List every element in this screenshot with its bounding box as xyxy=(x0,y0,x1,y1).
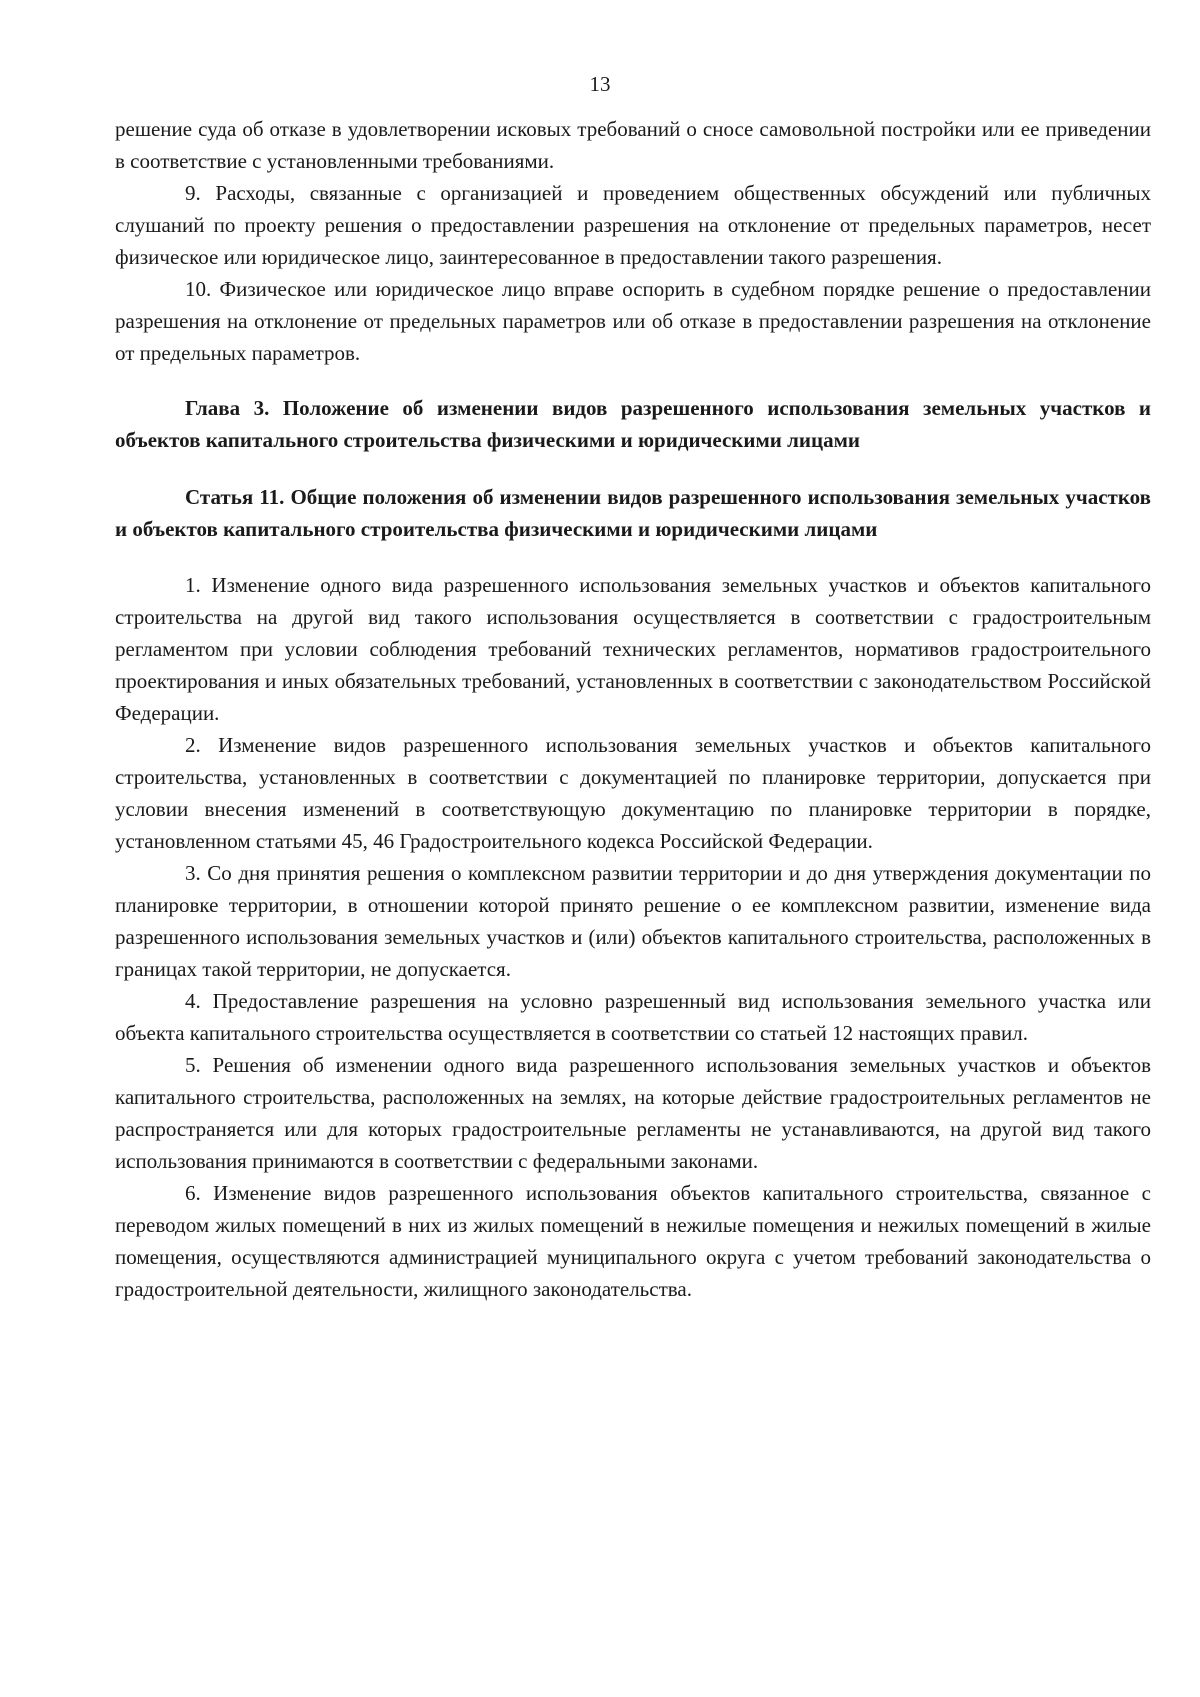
paragraph-item-10: 10. Физическое или юридическое лицо вправе оспорить в судебном порядке решение о предоставлении разрешения на отклонение от предельных параметров или об отказе в предоставлении разрешения на отклонение от предельных параметров. xyxy=(115,277,1151,365)
article-body xyxy=(115,569,1151,1305)
article-paragraph-6: 6. Изменение видов разрешенного использования объектов капитального строительства, связанное с переводом жилых помещений в них из жилых помещений в нежилые помещения и нежилых помещений в жилые помещения, осуществляются администрацией муниципального округа с учетом требований законодательства о градостроительной деятельности, жилищного законодательства. xyxy=(115,1181,1151,1301)
article-paragraph-1: 1. Изменение одного вида разрешенного использования земельных участков и объектов капитального строительства на другой вид такого использования осуществляется в соответствии с градостроительным регламентом при условии соблюдения требований технических регламентов, нормативов градостроительного проектирования и иных обязательных требований, установленных в соответствии с законодательством Российской Федерации. xyxy=(115,573,1151,725)
page-number: 13 xyxy=(589,72,611,96)
article-paragraph-3: 3. Со дня принятия решения о комплексном развитии территории и до дня утверждения документации по планировке территории, в отношении которой принято решение о ее комплексном развитии, изменение вида разрешенного использования земельных участков и (или) объектов капитального строительства, расположенных в границах такой территории, не допускается. xyxy=(115,861,1151,981)
paragraph-continuation: решение суда об отказе в удовлетворении исковых требований о сносе самовольной постройки или ее приведении в соответствие с установленными требованиями. xyxy=(115,117,1151,173)
article-heading: Статья 11. Общие положения об изменении видов разрешенного использования земельных участков и объектов капитального строительства физическими и юридическими лицами xyxy=(115,485,1151,541)
paragraph-item-9: 9. Расходы, связанные с организацией и проведением общественных обсуждений или публичных слушаний по проекту решения о предоставлении разрешения на отклонение от предельных параметров, несет физическое или юридическое лицо, заинтересованное в предоставлении такого разрешения. xyxy=(115,181,1151,269)
chapter-heading: Глава 3. Положение об изменении видов разрешенного использования земельных участков и объектов капитального строительства физическими и юридическими лицами xyxy=(115,396,1151,452)
page-content xyxy=(115,113,1151,1305)
article-paragraph-2: 2. Изменение видов разрешенного использования земельных участков и объектов капитального строительства, установленных в соответствии с документацией по планировке территории, допускается при условии внесения изменений в соответствующую документацию по планировке территории в порядке, установленном статьями 45, 46 Градостроительного кодекса Российской Федерации. xyxy=(115,733,1151,853)
article-paragraph-5: 5. Решения об изменении одного вида разрешенного использования земельных участков и объектов капитального строительства, расположенных на землях, на которые действие градостроительных регламентов не распространяется или для которых градостроительные регламенты не устанавливаются, на другой вид такого использования принимаются в соответствии с федеральными законами. xyxy=(115,1053,1151,1173)
article-paragraph-4: 4. Предоставление разрешения на условно разрешенный вид использования земельного участка или объекта капитального строительства осуществляется в соответствии со статьей 12 настоящих правил. xyxy=(115,989,1151,1045)
